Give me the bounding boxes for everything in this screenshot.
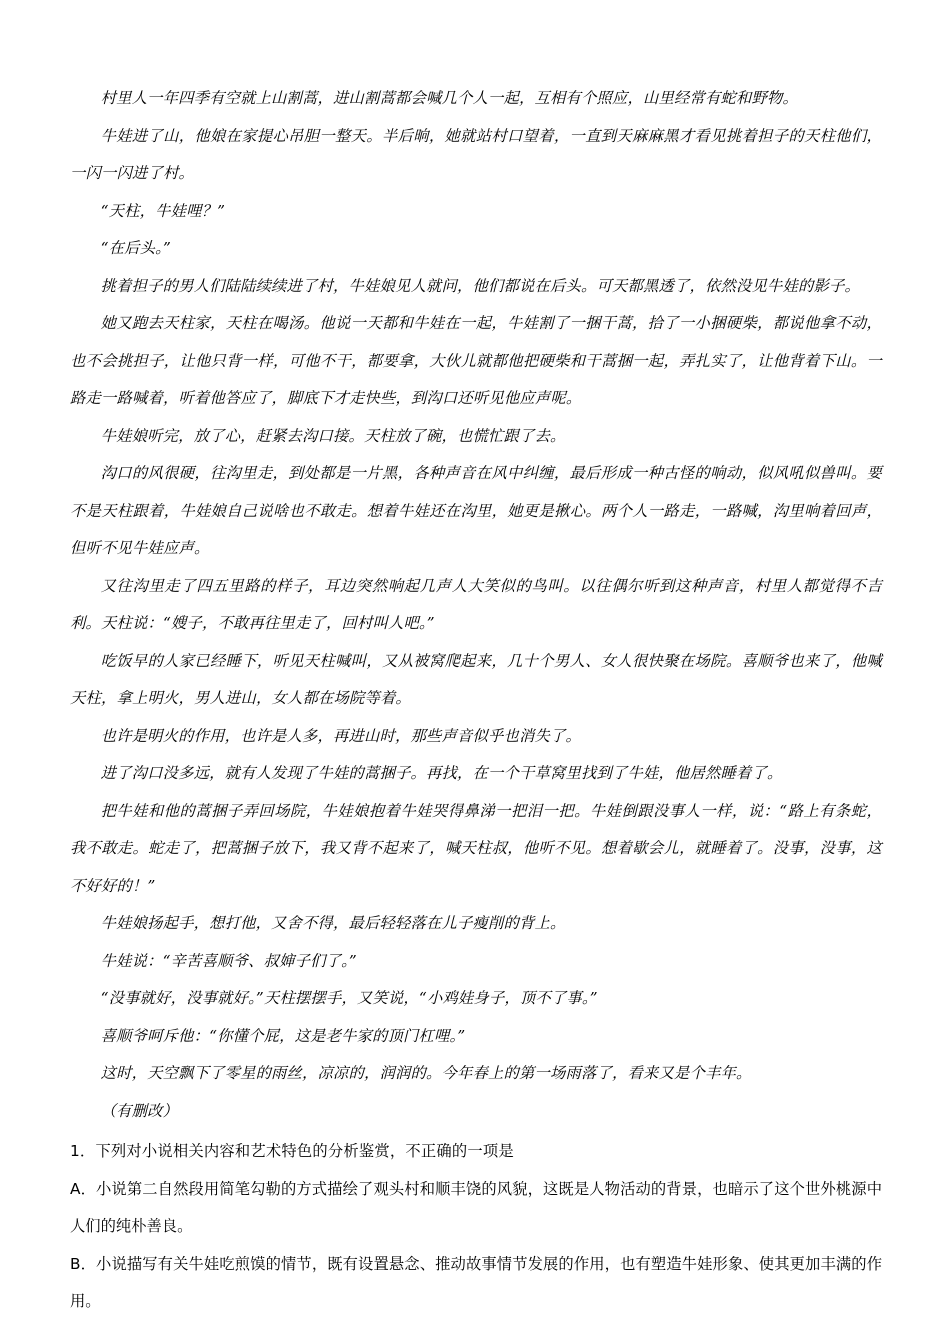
- option-b-text: 小说描写有关牛娃吃煎馍的情节，既有设置悬念、推动故事情节发展的作用，也有塑造牛娃形象、使其更加丰满的作用。: [70, 1254, 882, 1310]
- question-stem: [70, 1133, 882, 1171]
- option-a-label: A．: [70, 1179, 96, 1198]
- body-paragraph: 牛娃说：“辛苦喜顺爷、叔婶子们了。”: [100, 951, 357, 970]
- body-paragraph: 村里人一年四季有空就上山割蒿，进山割蒿都会喊几个人一起，互相有个照应，山里经常有蛇和野物。: [100, 89, 798, 107]
- question-number: 1．: [70, 1142, 96, 1160]
- document-content: [70, 80, 882, 1321]
- body-paragraph: 牛娃进了山，他娘在家提心吊胆一整天。半后晌，她就站村口望着，一直到天麻麻黑才看见挑着担子的天柱他们，一闪一闪进了村。: [70, 126, 882, 182]
- question-text: 下列对小说相关内容和艺术特色的分析鉴赏，不正确的一项是: [95, 1142, 514, 1160]
- body-paragraph: 牛娃娘扬起手，想打他，又舍不得，最后轻轻落在儿子瘦削的背上。: [100, 914, 566, 932]
- body-paragraph: 又往沟里走了四五里路的样子，耳边突然响起几声人大笑似的鸟叫。以往偶尔听到这种声音，村里人都觉得不吉利。天柱说：“嫂子，不敢再往里走了，回村叫人吧。”: [70, 576, 882, 632]
- body-paragraph: 吃饭早的人家已经睡下，听见天柱喊叫，又从被窝爬起来，几十个男人、女人很快聚在场院。喜顺爷也来了，他喊天柱，拿上明火，男人进山，女人都在场院等着。: [70, 651, 882, 707]
- option-a-text: 小说第二自然段用简笔勾勒的方式描绘了观头村和顺丰饶的风貌，这既是人物活动的背景，也暗示了这个世外桃源中人们的纯朴善良。: [70, 1179, 882, 1235]
- option-b-label: B．: [70, 1254, 97, 1273]
- option-a: [70, 1171, 882, 1246]
- body-paragraph: “没事就好，没事就好。”天柱摆摆手，又笑说，“小鸡娃身子，顶不了事。”: [100, 989, 598, 1007]
- body-paragraph: 挑着担子的男人们陆陆续续进了村，牛娃娘见人就问，他们都说在后头。可天都黑透了，依然没见牛娃的影子。: [100, 276, 860, 295]
- body-paragraph: 进了沟口没多远，就有人发现了牛娃的蒿捆子。再找，在一个干草窝里找到了牛娃，他居然睡着了。: [100, 764, 783, 782]
- source-note: （有删改）: [100, 1101, 179, 1120]
- body-paragraph: 沟口的风很硬，往沟里走，到处都是一片黑，各种声音在风中纠缠，最后形成一种古怪的响动，似风吼似兽叫。要不是天柱跟着，牛娃娘自己说啥也不敢走。想着牛娃还在沟里，她更是揪心。两个人一路走，一路喊，沟里响着回声，但听不见牛娃应声。: [70, 464, 882, 557]
- body-paragraph: “天柱，牛娃哩？”: [100, 201, 226, 220]
- body-paragraph: 把牛娃和他的蒿捆子弄回场院，牛娃娘抱着牛娃哭得鼻涕一把泪一把。牛娃倒跟没事人一样，说：“路上有条蛇，我不敢走。蛇走了，把蒿捆子放下，我又背不起来了，喊天柱叔，他听不见。想着歇会儿，就睡着了。没事，没事，这不好好的！”: [70, 801, 882, 895]
- body-paragraph: 喜顺爷呵斥他：“你懂个屁，这是老牛家的顶门杠哩。”: [100, 1026, 466, 1045]
- body-paragraph: 这时，天空飘下了零星的雨丝，凉凉的，润润的。今年春上的第一场雨落了，看来又是个丰年。: [100, 1064, 752, 1082]
- body-paragraph: 她又跑去天柱家，天柱在喝汤。他说一天都和牛娃在一起，牛娃割了一捆干蒿，拾了一小捆硬柴，都说他拿不动，也不会挑担子，让他只背一样，可他不干，都要拿，大伙儿就都他把硬柴和干蒿捆一起，弄扎实了，让他背着下山。一路走一路喊着，听着他答应了，脚底下才走快些，到沟口还听见他应声呢。: [70, 314, 882, 407]
- body-paragraph: “在后头。”: [100, 239, 171, 257]
- option-b: [70, 1246, 882, 1321]
- body-paragraph: 牛娃娘听完，放了心，赶紧去沟口接。天柱放了碗，也慌忙跟了去。: [100, 426, 566, 445]
- body-paragraph: 也许是明火的作用，也许是人多，再进山时，那些声音似乎也消失了。: [100, 726, 581, 745]
